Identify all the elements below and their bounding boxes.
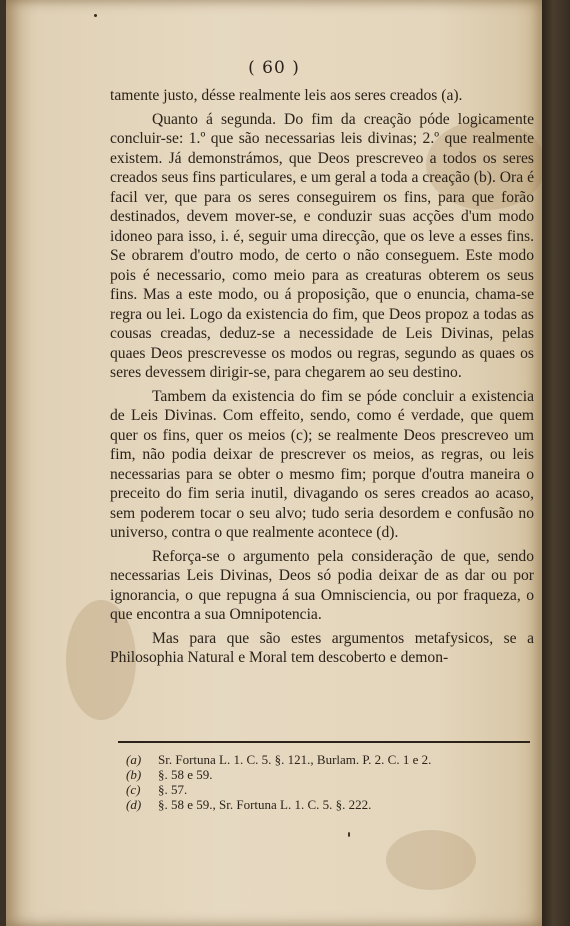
paper-stain: [386, 830, 476, 890]
paragraph: Reforça-se o argumento pela consideração de que, sendo necessarias Leis Divinas, Deos só podia deixar de as dar ou por ignorancia, o que repugna á sua Omnisciencia, ou por fraqueza, o que encontra a sua Omnipotencia.: [110, 547, 534, 623]
footnote: [126, 767, 530, 782]
book-gutter-edge: [542, 0, 570, 926]
paragraph: Tambem da existencia do fim se póde concluir a existencia de Leis Divinas. Com effeito, sendo, como é verdade, que quem quer os fins, quer os meios (c); se realmente Deos prescreveo um fim, não podia deixar de prescrever os meios, as regras, ou leis necessarias para se obter o mesmo fim; porque d'outra maneira o preceito do fim seria inutil, divagando os seres creados ao acaso, sem poderem tocar o seu alvo; tudo seria desordem e confusão no universo, contra o que realmente acontece (d).: [110, 387, 534, 541]
ink-speck: [94, 14, 97, 17]
footnote: [126, 782, 530, 797]
footnote: [126, 752, 530, 767]
footnote-mark: (a): [126, 752, 142, 767]
page-body: [110, 86, 534, 672]
footnote-text: §. 58 e 59., Sr. Fortuna L. 1. C. 5. §. 222.: [158, 797, 372, 812]
footnote-text: Sr. Fortuna L. 1. C. 5. §. 121., Burlam. P. 2. C. 1 e 2.: [158, 752, 432, 767]
footnote-text: §. 57.: [158, 782, 188, 797]
book-page: [6, 0, 542, 926]
footnote-mark: (d): [126, 797, 142, 812]
page-number: ( 60 ): [248, 58, 300, 78]
footnote-mark: (b): [126, 767, 142, 782]
ink-speck: [348, 832, 350, 837]
paragraph: Quanto á segunda. Do fim da creação póde logicamente concluir-se: 1.º que são necessarias leis divinas; 2.º que realmente existem. Já demonstrámos, que Deos prescreveo a todos os seres creados seus fins particulares, e um geral a toda a creação (b). Ora é facil ver, que para os seres conseguirem os fins, para que forão destinados, devem mover-se, e conduzir suas acções d'um modo idoneo para isso, i. é, seguir uma direcção, que os leve a esses fins. Se obrarem d'outro modo, de certo o não conseguem. Este modo pois é necessario, como meio para as creaturas obterem os seus fins. Mas a este modo, ou á proposição, que o enuncia, chama-se regra ou lei. Logo da existencia do fim, que Deos propoz a todas as cousas creadas, deduz-se a necessidade de Leis Divinas, pelas quaes Deos prescrevesse os modos ou regras, segundo as quaes os seres devessem dirigir-se, para chegarem ao seu destino.: [110, 110, 534, 381]
footnote-mark: (c): [126, 782, 141, 797]
footnote: [126, 797, 530, 812]
paragraph-continuation: tamente justo, désse realmente leis aos seres creados (a).: [110, 87, 463, 104]
footnotes: [126, 752, 530, 812]
footnote-text: §. 58 e 59.: [158, 767, 213, 782]
footnote-divider: [118, 741, 530, 743]
paragraph: Mas para que são estes argumentos metafysicos, se a Philosophia Natural e Moral tem descoberto e demon-: [110, 629, 534, 666]
